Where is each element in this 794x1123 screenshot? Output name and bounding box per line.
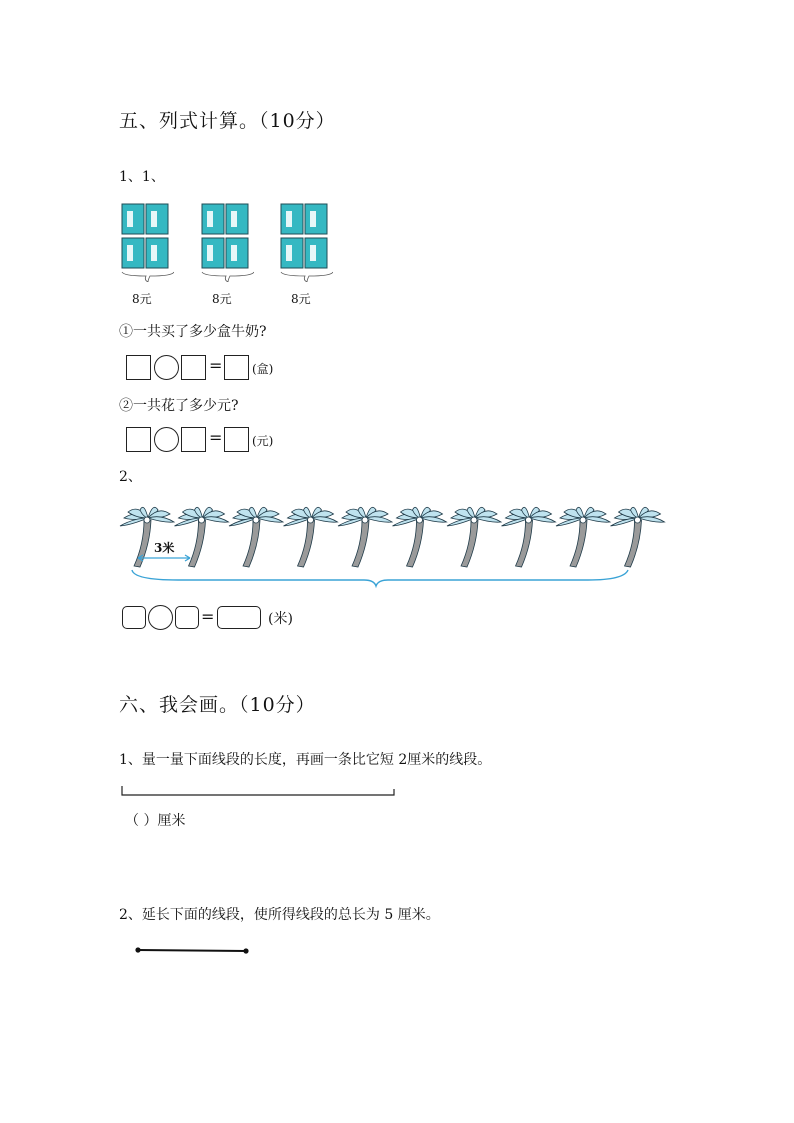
unit-label: (元) (252, 434, 274, 448)
milk-group-2 (198, 200, 254, 310)
unit-label: (盒) (252, 362, 274, 376)
s6-q1-answer: （ ）厘米 (125, 813, 186, 829)
q1b-question: ②一共花了多少元? (119, 398, 239, 414)
answer-box[interactable] (126, 427, 151, 452)
operator-circle[interactable] (154, 427, 179, 452)
answer-box[interactable] (181, 355, 206, 380)
milk-group-1 (118, 200, 174, 310)
result-box[interactable] (217, 606, 261, 629)
equals-sign: = (209, 356, 223, 375)
section6-title: 六、我会画。（10分） (119, 694, 316, 716)
milk-price: 8元 (132, 292, 152, 306)
answer-box[interactable] (122, 606, 146, 629)
s6-q2-text: 2、延长下面的线段，使所得线段的总长为 5 厘米。 (119, 907, 440, 923)
palm-tree-row (118, 494, 668, 594)
answer-box[interactable] (126, 355, 151, 380)
palm-tree (393, 507, 447, 567)
measure-segment (118, 784, 408, 798)
section5-title: 五、列式计算。（10分） (119, 110, 336, 132)
result-box[interactable] (224, 427, 249, 452)
palm-tree (229, 507, 283, 567)
equals-sign: = (201, 607, 215, 626)
palm-tree (447, 507, 501, 567)
equals-sign: = (209, 428, 223, 447)
q1-label: 1、1、 (119, 169, 165, 185)
milk-price: 8元 (291, 292, 311, 306)
answer-box[interactable] (175, 606, 199, 629)
palm-tree (556, 507, 610, 567)
unit-label: (米) (268, 611, 293, 627)
palm-tree (611, 507, 665, 567)
tree-gap-label: 3米 (154, 541, 175, 555)
operator-circle[interactable] (148, 605, 173, 630)
milk-cartons-icon (118, 200, 174, 282)
s6-q1-text: 1、量一量下面线段的长度，再画一条比它短 2厘米的线段。 (119, 752, 492, 768)
palm-tree (284, 507, 338, 567)
total-brace (132, 570, 628, 586)
palm-tree (338, 507, 392, 567)
palm-tree (502, 507, 556, 567)
q2-label: 2、 (119, 469, 142, 485)
milk-price: 8元 (212, 292, 232, 306)
operator-circle[interactable] (154, 355, 179, 380)
result-box[interactable] (224, 355, 249, 380)
extend-segment[interactable] (132, 944, 262, 958)
milk-cartons-icon (198, 200, 254, 282)
q1a-question: ①一共买了多少盒牛奶? (119, 324, 267, 340)
milk-group-3 (277, 200, 333, 310)
milk-cartons-icon (277, 200, 333, 282)
palm-trees-illustration (118, 494, 668, 594)
answer-box[interactable] (181, 427, 206, 452)
